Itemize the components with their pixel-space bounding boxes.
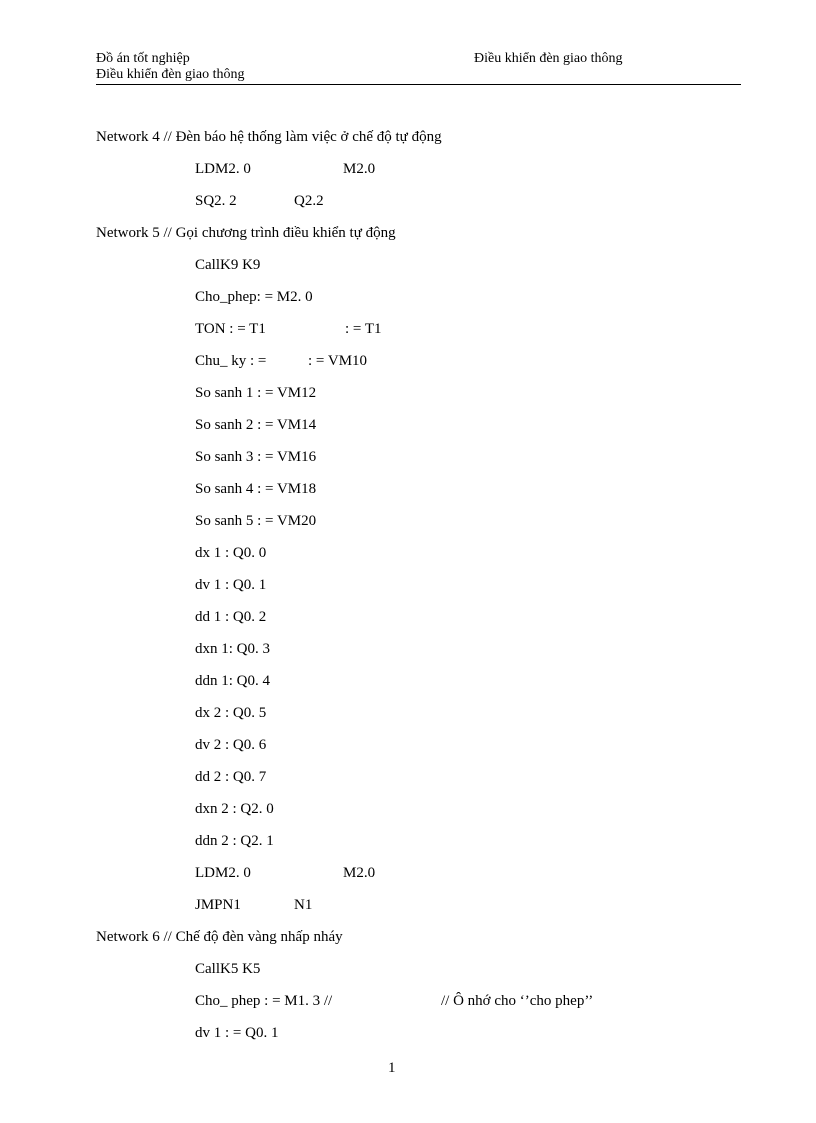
code-instruction: JMPN1 [195, 897, 241, 913]
network-5-heading: Network 5 // Gọi chương trình điều khiển tự động [96, 225, 396, 241]
code-operand: Q2.2 [294, 193, 324, 209]
code-line: dx 1 : Q0. 0 [195, 545, 267, 561]
header-left-line2: Điều khiển đèn giao thông [96, 67, 245, 82]
code-line: dx 2 : Q0. 5 [195, 705, 267, 721]
code-instruction: LDM2. 0 [195, 161, 251, 177]
code-line: dd 1 : Q0. 2 [195, 609, 267, 625]
code-line: Cho_phep: = M2. 0 [195, 289, 313, 305]
code-line: dv 1 : = Q0. 1 [195, 1025, 279, 1041]
code-operand: : = T1 [345, 321, 382, 337]
code-line: So sanh 5 : = VM20 [195, 513, 317, 529]
code-instruction: SQ2. 2 [195, 193, 237, 209]
code-line: So sanh 3 : = VM16 [195, 449, 317, 465]
code-line: ddn 1: Q0. 4 [195, 673, 270, 689]
code-line: So sanh 1 : = VM12 [195, 385, 317, 401]
code-line: So sanh 4 : = VM18 [195, 481, 317, 497]
network-6-heading: Network 6 // Chế độ đèn vàng nhấp nháy [96, 929, 343, 945]
code-operand: M2.0 [343, 161, 376, 177]
code-instruction: TON : = T1 [195, 321, 266, 337]
code-line: CallK9 K9 [195, 257, 261, 273]
code-instruction: Chu_ ky : = [195, 353, 267, 369]
code-operand: N1 [294, 897, 313, 913]
code-line: So sanh 2 : = VM14 [195, 417, 317, 433]
header-right-title: Điều khiển đèn giao thông [474, 51, 623, 66]
code-line: dv 2 : Q0. 6 [195, 737, 267, 753]
code-line: dd 2 : Q0. 7 [195, 769, 267, 785]
code-line: CallK5 K5 [195, 961, 261, 977]
header-left-line1: Đồ án tốt nghiệp [96, 51, 190, 66]
code-line: dxn 2 : Q2. 0 [195, 801, 274, 817]
code-line: dxn 1: Q0. 3 [195, 641, 270, 657]
code-line: dv 1 : Q0. 1 [195, 577, 267, 593]
network-4-heading: Network 4 // Đèn báo hệ thống làm việc ở chế độ tự động [96, 129, 442, 145]
code-instruction: LDM2. 0 [195, 865, 251, 881]
code-comment: // Ô nhớ cho ‘’cho phep’’ [441, 993, 594, 1009]
code-instruction: Cho_ phep : = M1. 3 // [195, 993, 333, 1009]
page-number: 1 [388, 1060, 396, 1076]
code-operand: M2.0 [343, 865, 376, 881]
header-rule [96, 84, 741, 85]
code-line: ddn 2 : Q2. 1 [195, 833, 274, 849]
code-operand: : = VM10 [308, 353, 368, 369]
